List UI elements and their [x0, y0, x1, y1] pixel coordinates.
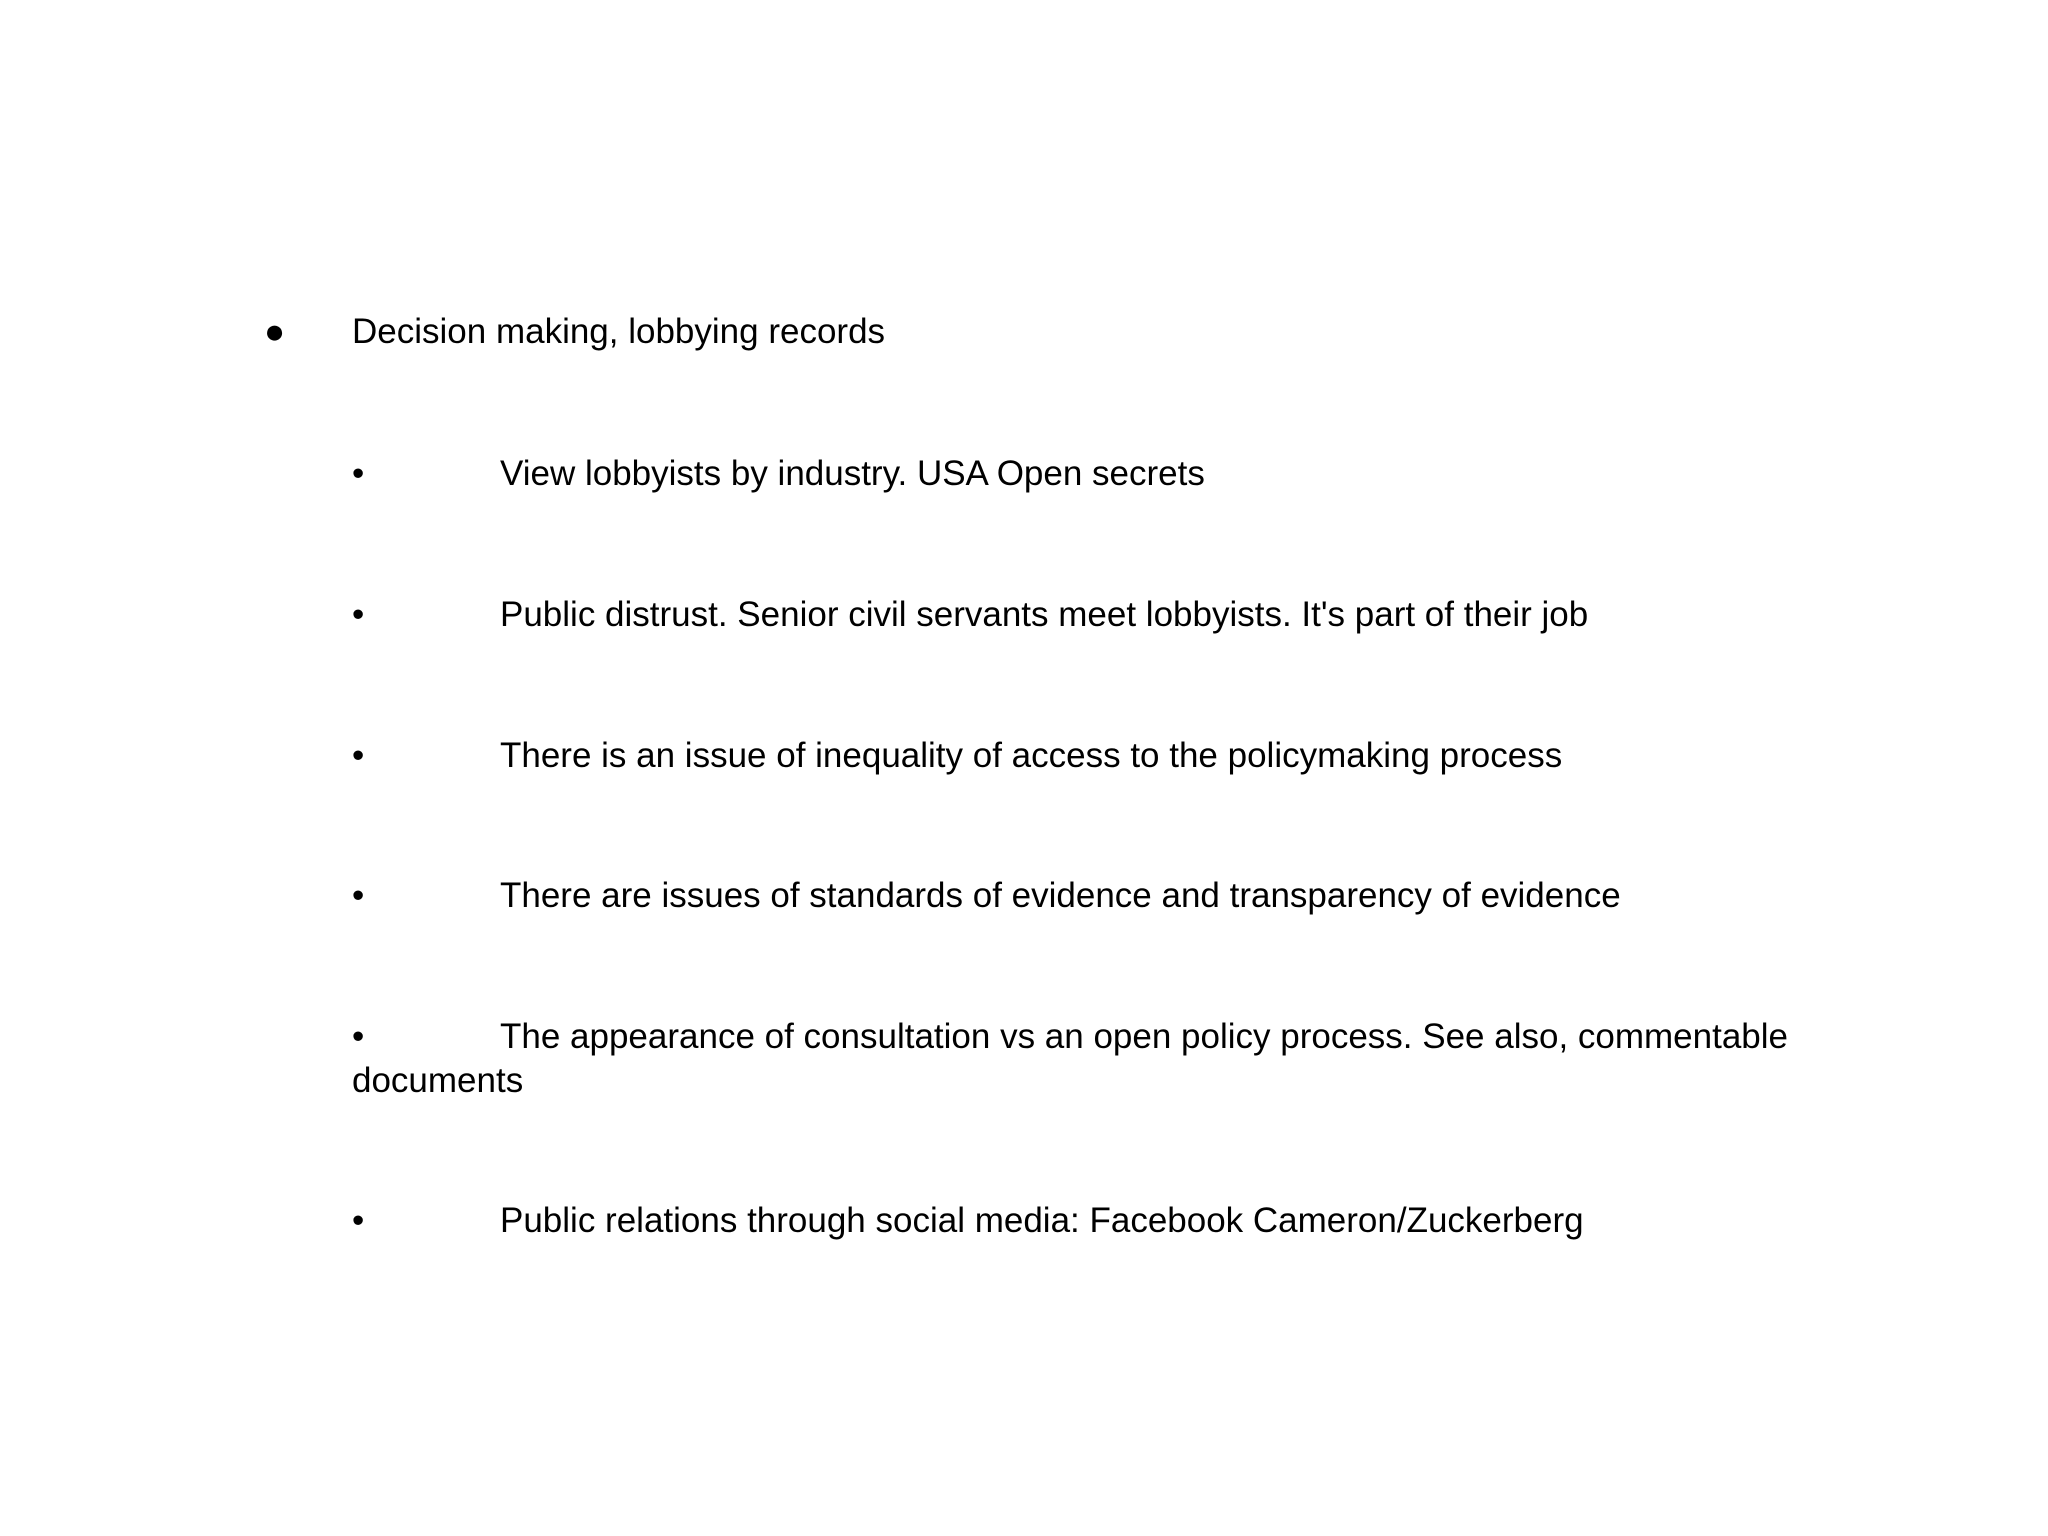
list-item: [352, 452, 1852, 496]
list-item-text: The appearance of consultation vs an open policy process. See also, commentable documents: [352, 1017, 1788, 1100]
list-item-text: Public distrust. Senior civil servants meet lobbyists. It's part of their job: [500, 595, 1589, 634]
list-item-text: View lobbyists by industry. USA Open secrets: [500, 454, 1205, 493]
list-item: [352, 1015, 1852, 1103]
list-item: [352, 734, 1852, 778]
list-item: [352, 1199, 1852, 1243]
list-item-text: Public relations through social media: Facebook Cameron/Zuckerberg: [500, 1201, 1584, 1240]
bullet-icon: •: [352, 595, 365, 634]
list-item-text: There is an issue of inequality of access to the policymaking process: [500, 736, 1563, 775]
list-item-text: Decision making, lobbying records: [352, 312, 886, 351]
bullet-icon: •: [352, 454, 365, 493]
bullet-icon: •: [352, 1201, 365, 1240]
list-item: [352, 593, 1852, 637]
bullet-icon: •: [352, 736, 365, 775]
bullet-icon: •: [352, 1017, 365, 1056]
list-item-text: There are issues of standards of evidence and transparency of evidence: [500, 876, 1621, 915]
bullet-icon: ●: [264, 312, 286, 351]
bullet-icon: •: [352, 876, 365, 915]
list-item: [352, 874, 1852, 918]
